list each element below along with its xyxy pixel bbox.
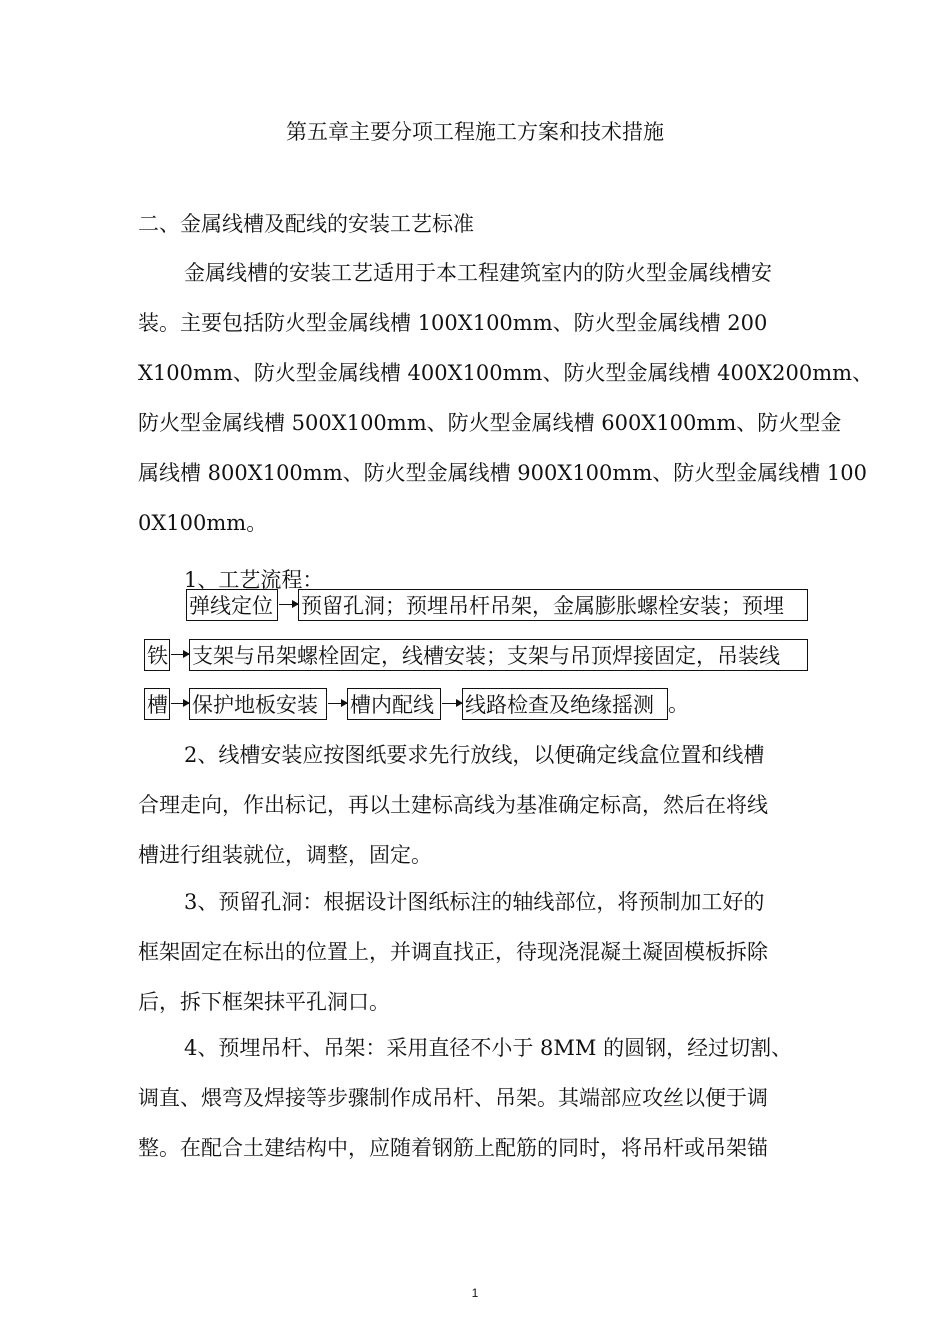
intro-line: 属线槽 800X100mm、防火型金属线槽 900X100mm、防火型金属线槽 100 — [138, 461, 867, 485]
intro-line: 金属线槽的安装工艺适用于本工程建筑室内的防火型金属线槽安 — [184, 261, 772, 285]
intro-line: 0X100mm。 — [138, 511, 268, 535]
paragraph-line: 3、预留孔洞：根据设计图纸标注的轴线部位，将预制加工好的 — [184, 890, 765, 914]
flow-step-box: 弹线定位 — [186, 589, 278, 621]
paragraph-line: 调直、煨弯及焊接等步骤制作成吊杆、吊架。其端部应攻丝以便于调 — [138, 1086, 768, 1110]
paragraph-line: 后，拆下框架抹平孔洞口。 — [138, 990, 390, 1014]
arrow-right-icon — [279, 604, 298, 605]
flow-heading: 1、工艺流程： — [184, 568, 324, 592]
intro-line: X100mm、防火型金属线槽 400X100mm、防火型金属线槽 400X200mm、 — [138, 361, 874, 385]
paragraph-line: 2、线槽安装应按图纸要求先行放线，以便确定线盒位置和线槽 — [184, 743, 765, 767]
flow-step-box: 支架与吊架螺栓固定，线槽安装；支架与吊顶焊接固定，吊装线 — [189, 639, 808, 671]
flow-step-box: 保护地板安装 — [189, 688, 327, 720]
paragraph-line: 槽进行组装就位，调整，固定。 — [138, 843, 432, 867]
flow-step-box: 预留孔洞；预埋吊杆吊架，金属膨胀螺栓安装；预埋 — [298, 589, 808, 621]
arrow-right-icon — [328, 703, 347, 704]
page-number: 1 — [471, 1286, 479, 1300]
arrow-right-icon — [171, 703, 189, 704]
arrow-right-icon — [442, 703, 462, 704]
flow-step-box: 铁 — [144, 639, 170, 671]
intro-line: 防火型金属线槽 500X100mm、防火型金属线槽 600X100mm、防火型金 — [138, 411, 842, 435]
intro-line: 装。主要包括防火型金属线槽 100X100mm、防火型金属线槽 200 — [138, 311, 768, 335]
flow-step-box: 线路检查及绝缘摇测 — [462, 688, 668, 720]
arrow-right-icon — [171, 654, 189, 655]
paragraph-line: 4、预埋吊杆、吊架：采用直径不小于 8MM 的圆钢，经过切割、 — [184, 1036, 793, 1060]
paragraph-line: 框架固定在标出的位置上，并调直找正，待现浇混凝土凝固模板拆除 — [138, 940, 768, 964]
paragraph-line: 整。在配合土建结构中，应随着钢筋上配筋的同时，将吊杆或吊架锚 — [138, 1136, 768, 1160]
flow-step-box: 槽内配线 — [347, 688, 441, 720]
page-title: 第五章主要分项工程施工方案和技术措施 — [286, 120, 664, 144]
paragraph-line: 合理走向，作出标记，再以土建标高线为基准确定标高，然后在将线 — [138, 793, 768, 817]
flow-end-punctuation: 。 — [668, 692, 689, 716]
flow-step-box: 槽 — [144, 688, 170, 720]
section-heading: 二、金属线槽及配线的安装工艺标准 — [138, 212, 474, 236]
